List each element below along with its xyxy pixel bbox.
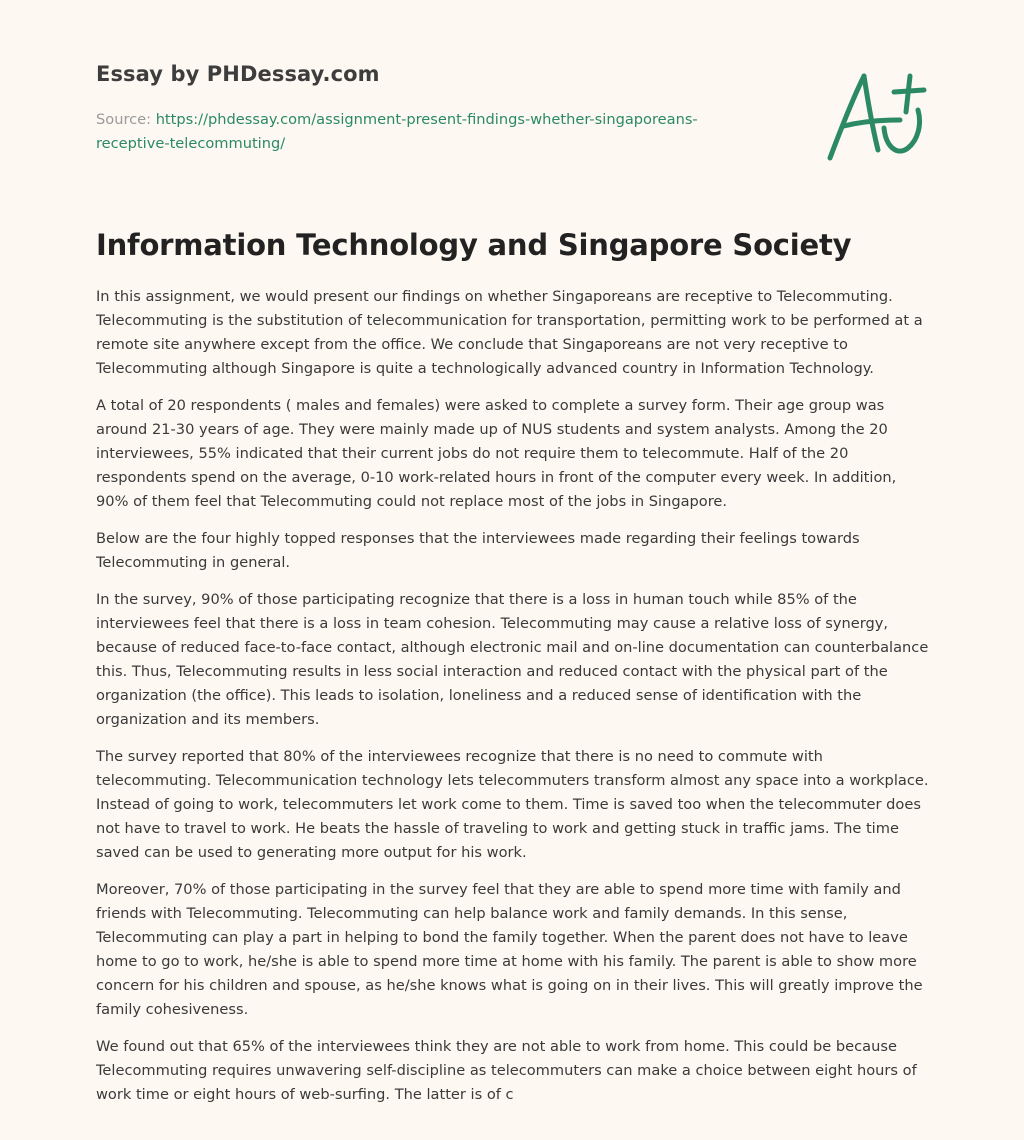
source-label: Source: xyxy=(96,111,156,128)
source-link[interactable]: https://phdessay.com/assignment-present-findings-whether-singaporeans-receptive-telecommuting/ xyxy=(96,111,698,152)
article-body xyxy=(96,285,932,1120)
article-title: Information Technology and Singapore Society xyxy=(96,228,852,262)
paragraph: In the survey, 90% of those participating recognize that there is a loss in human touch while 85% of the interviewees feel that there is a loss in team cohesion. Telecommuting may cause a relative loss of synergy, because of reduced face-to-face contact, although electronic mail and on-line documentation can counterbalance this. Thus, Telecommuting results in less social interaction and reduced contact with the physical part of the organization (the office). This leads to isolation, loneliness and a reduced sense of identification with the organization and its members. xyxy=(96,591,929,728)
essay-header xyxy=(96,62,756,156)
paragraph: Moreover, 70% of those participating in the survey feel that they are able to spend more time with family and friends with Telecommuting. Telecommuting can help balance work and family demands. In this sense, Telecommuting can play a part in helping to bond the family together. When the parent does not have to leave home to go to work, he/she is able to spend more time at home with his family. The parent is able to show more concern for his children and spouse, as he/she knows what is going on in their lives. This will greatly improve the family cohesiveness. xyxy=(96,881,923,1018)
paragraph: The survey reported that 80% of the interviewees recognize that there is no need to commute with telecommuting. Telecommunication technology lets telecommuters transform almost any space into a workplace. Instead of going to work, telecommuters let work come to them. Time is saved too when the telecommuter does not have to travel to work. He beats the hassle of traveling to work and getting stuck in traffic jams. The time saved can be used to generating more output for his work. xyxy=(96,748,929,861)
paragraph: We found out that 65% of the interviewees think they are not able to work from home. This could be because Telecommuting requires unwavering self-discipline as telecommuters can make a choice between eight hours of work time or eight hours of web-surfing. The latter is of c xyxy=(96,1038,917,1103)
source-line xyxy=(96,108,756,156)
a-plus-grade-icon xyxy=(820,66,930,166)
brand-title: Essay by PHDessay.com xyxy=(96,62,380,86)
paragraph: A total of 20 respondents ( males and females) were asked to complete a survey form. Their age group was around 21-30 years of age. They were mainly made up of NUS students and system analysts. Among the 20 interviewees, 55% indicated that their current jobs do not require them to telecommute. Half of the 20 respondents spend on the average, 0-10 work-related hours in front of the computer every week. In addition, 90% of them feel that Telecommuting could not replace most of the jobs in Singapore. xyxy=(96,397,897,510)
paragraph: In this assignment, we would present our findings on whether Singaporeans are receptive to Telecommuting. Telecommuting is the substitution of telecommunication for transportation, permitting work to be performed at a remote site anywhere except from the office. We conclude that Singaporeans are not very receptive to Telecommuting although Singapore is quite a technologically advanced country in Information Technology. xyxy=(96,288,923,377)
paragraph: Below are the four highly topped responses that the interviewees made regarding their feelings towards Telecommuting in general. xyxy=(96,530,860,571)
